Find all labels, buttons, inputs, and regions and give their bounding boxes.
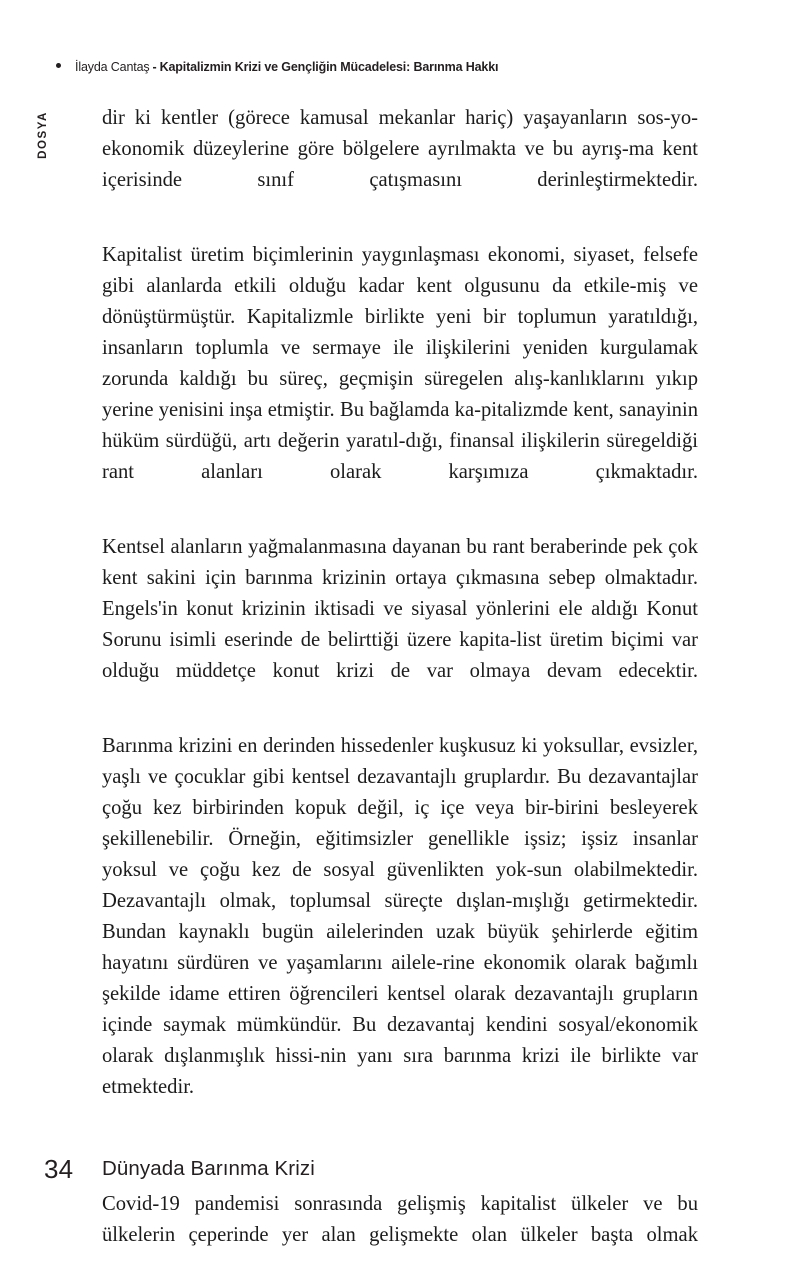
running-head [56, 60, 716, 75]
bullet-icon [56, 63, 61, 68]
running-head-separator: - [152, 60, 157, 74]
text-column [102, 103, 698, 1282]
page-number: 34 [44, 1154, 74, 1184]
section-tab [0, 92, 86, 178]
running-head-author: İlayda Cantaş [75, 60, 150, 74]
running-head-title: Kapitalizmin Krizi ve Gençliğin Mücadelesi: Barınma Hakkı [159, 60, 499, 74]
section-tab-label: DOSYA [37, 111, 49, 159]
body-paragraph: Kapitalist üretim biçimlerinin yaygınlaşması ekonomi, siyaset, felsefe gibi alanlarda etkili olduğu kadar kent olgusunu da etkile-miş ve dönüştürmüştür. Kapitalizmle birlikte yeni bir toplumun yaratıldığı, insanların toplumla ve sermaye ile ilişkilerini yeniden kurgulamak zorunda kaldığı bu süreç, geçmişin süregelen alış-kanlıklarını yıkıp yerine yenisini inşa etmiştir. Bu bağlamda ka-pitalizmde kent, sanayinin hüküm sürdüğü, artı değerin yaratıl-dığı, finansal ilişkilerin süregeldiği rant alanları olarak karşımıza çıkmaktadır. [102, 244, 698, 483]
body-paragraph: Barınma krizini en derinden hissedenler kuşkusuz ki yoksullar, evsizler, yaşlı ve çocuklar gibi kentsel dezavantajlı gruplardır. Bu dezavantajlar çoğu kez birbirinden kopuk değil, iç içe veya bir-birini besleyerek şekillenebilir. Örneğin, eğitimsizler genellikle işsiz; işsiz insanlar yoksul ve çoğu kez de sosyal güvenlikten yok-sun olabilmektedir. Dezavantajlı olmak, toplumsal süreçte dışlan-mışlığı getirmektedir. Bundan kaynaklı bugün ailelerinden uzak büyük şehirlerde eğitim hayatını sürdüren ve yaşamlarını ailele-rine ekonomik olarak bağımlı şekilde idame ettiren öğrencileri kentsel olarak dezavantajlı grupların içinde saymak mümkündür. Bu dezavantaj kendini sosyal/ekonomik olarak dışlanmışlık hissi-nin yanı sıra barınma krizi ile birlikte var etmektedir. [102, 735, 698, 1098]
body-paragraph: dir ki kentler (görece kamusal mekanlar hariç) yaşayanların sos-yo-ekonomik düzeylerine göre bölgelere ayrılmakta ve bu ayrış-ma kent içerisinde sınıf çatışmasını derinleştirmektedir. [102, 107, 698, 191]
section-heading: Dünyada Barınma Krizi [102, 1157, 315, 1180]
body-paragraph: Covid-19 pandemisi sonrasında gelişmiş kapitalist ülkeler ve bu ülkelerin çeperinde yer alan gelişmekte olan ülkeler başta olmak [102, 1192, 698, 1246]
body-paragraph: Kentsel alanların yağmalanmasına dayanan bu rant beraberinde pek çok kent sakini için barınma krizinin ortaya çıkmasına sebep olmaktadır. Engels'in konut krizinin iktisadi ve siyasal yönlerini ele aldığı Konut Sorunu isimli eserinde de belirttiği üzere kapita-list üretim biçimi var olduğu müddetçe konut krizi de var olmaya devam edecektir. [102, 536, 698, 682]
